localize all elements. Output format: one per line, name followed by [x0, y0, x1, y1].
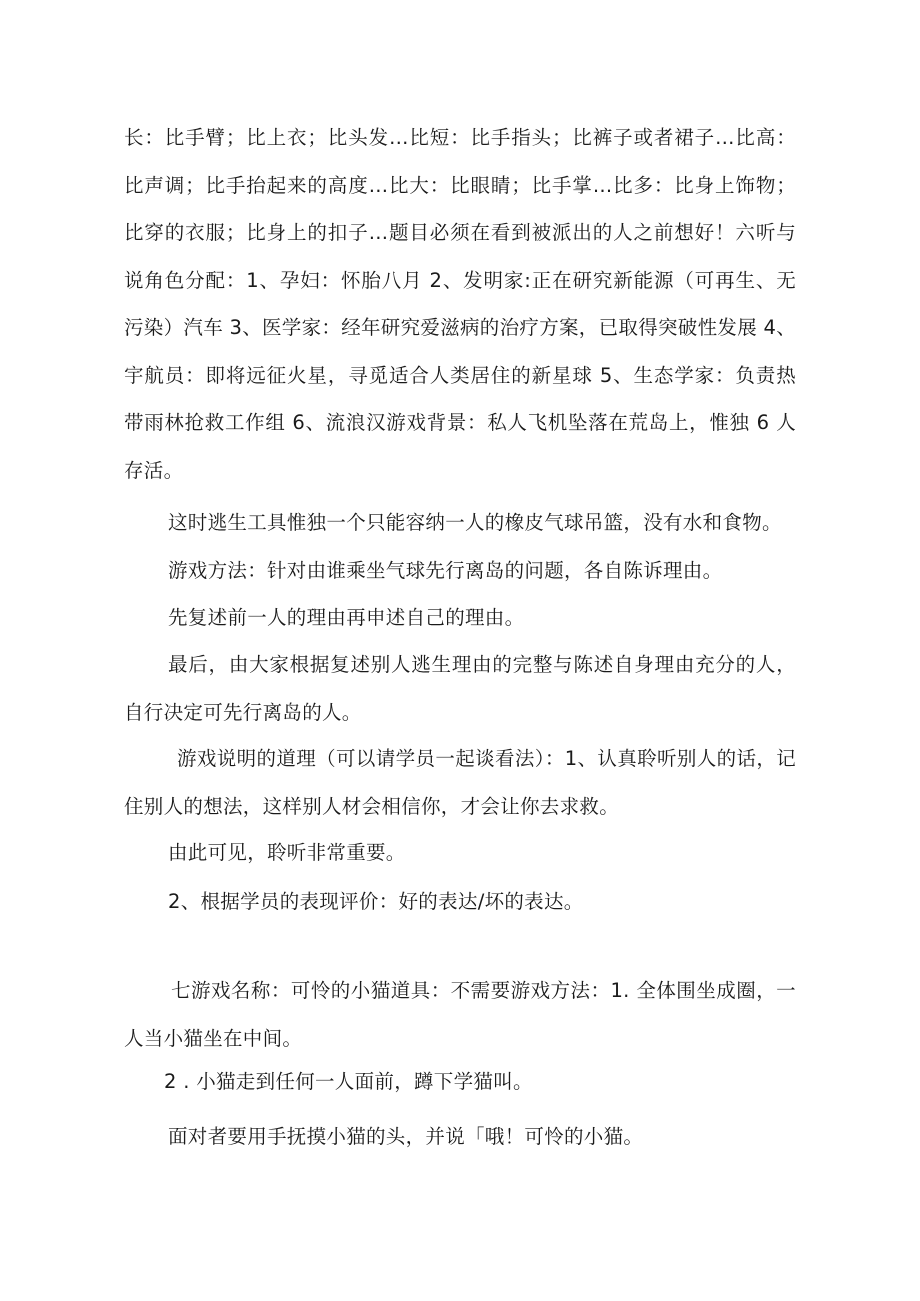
paragraph-kitten-step-two: 2 . 小猫走到任何一人面前，蹲下学猫叫。: [164, 1070, 533, 1093]
paragraph-game-method: 游戏方法：针对由谁乘坐气球先行离岛的问题，各自陈诉理由。: [168, 559, 723, 582]
paragraph-pet-kitten: 面对者要用手抚摸小猫的头，并说「哦！可怜的小猫。: [168, 1125, 644, 1148]
paragraph-game-lesson: 游戏说明的道理（可以请学员一起谈看法）：1、认真聆听别人的话，记住别人的想法，这样别人材会相信你，才会让你去求救。: [124, 747, 796, 818]
paragraph-escape-tool: 这时逃生工具惟独一个只能容纳一人的橡皮气球吊篮，没有水和食物。: [168, 511, 782, 534]
paragraph-role-assignment: 长：比手臂；比上衣；比头发…比短：比手指头；比裤子或者裙子…比高：比声调；比手抬起来的高度…比大：比眼睛；比手掌…比多：比身上饰物；比穿的衣服；比身上的扣子…题目必须在看到被派出的人之前想好！六听与说角色分配：1、孕妇：怀胎八月 2、发明家:正在研究新能源（可再生、无污染）汽车 3、医学家：经年研究爱滋病的治疗方案，已取得突破性发展 4、宇航员：即将远征火星，寻觅适合人类居住的新星球 5、生态学家：负责热带雨林抢救工作组 6、流浪汉游戏背景：私人飞机坠落在荒岛上，惟独 6 人存活。: [124, 126, 797, 482]
paragraph-game-seven: 七游戏名称：可怜的小猫道具：不需要游戏方法：1. 全体围坐成圈，一人当小猫坐在中间。: [124, 979, 796, 1050]
paragraph-final-decision: 最后，由大家根据复述别人逃生理由的完整与陈述自身理由充分的人，自行决定可先行离岛的人。: [124, 653, 796, 724]
paragraph-evaluation: 2、根据学员的表现评价：好的表达/坏的表达。: [168, 890, 584, 913]
paragraph-listening-important: 由此可见，聆听非常重要。: [168, 841, 406, 864]
paragraph-restate-reason: 先复述前一人的理由再申述自己的理由。: [168, 606, 525, 629]
